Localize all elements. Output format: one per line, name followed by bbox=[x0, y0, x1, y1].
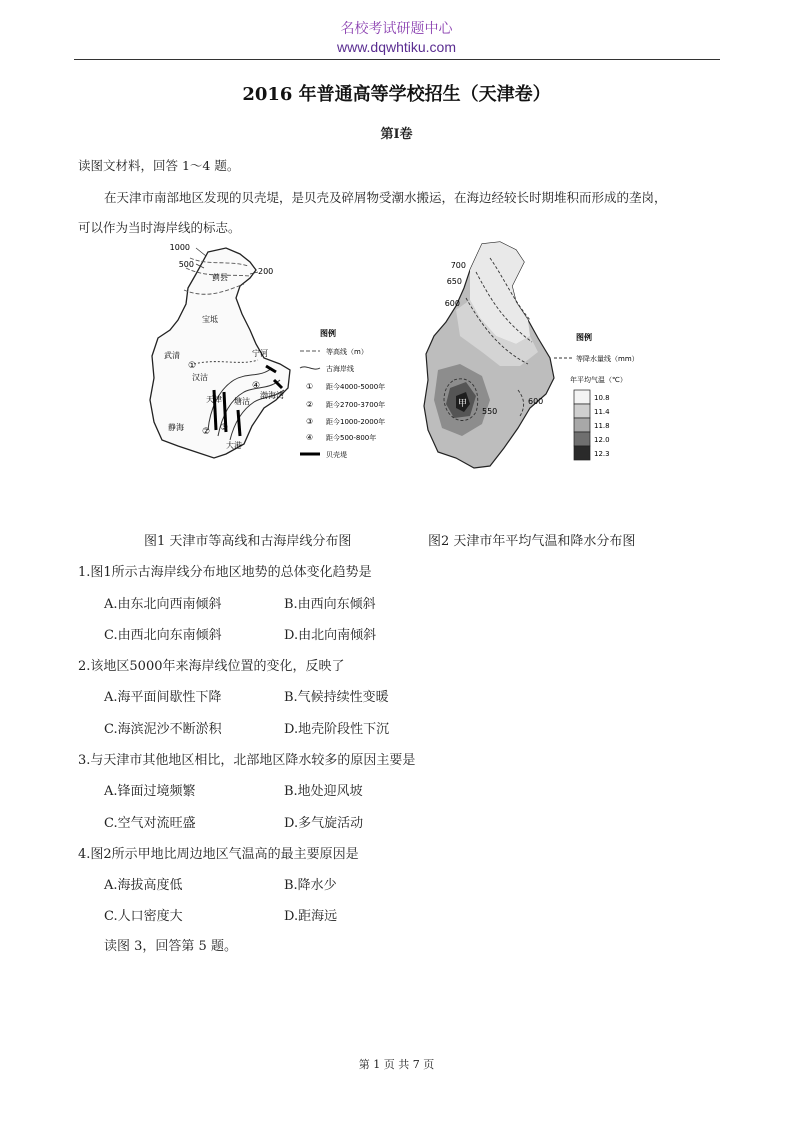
svg-text:贝壳堤: 贝壳堤 bbox=[326, 451, 347, 459]
isohyet-label-600: 600 bbox=[444, 299, 460, 308]
temp-swatch-label: 10.8 bbox=[594, 394, 610, 402]
place-baodi: 宝坻 bbox=[202, 315, 218, 324]
figure2-caption: 图2 天津市年平均气温和降水分布图 bbox=[428, 534, 636, 549]
svg-text:距今500-800年: 距今500-800年 bbox=[326, 434, 377, 442]
next-intro-text: 读图 3，回答第 5 题。 bbox=[104, 939, 237, 954]
place-hangu: 汉沽 bbox=[192, 373, 208, 382]
question-4-stem: 4.图2所示甲地比周边地区气温高的最主要原因是 bbox=[78, 847, 359, 862]
fig2-legend-title: 图例 bbox=[576, 333, 592, 342]
svg-text:距今2700-3700年: 距今2700-3700年 bbox=[326, 401, 386, 409]
q4-option-b[interactable]: B.降水少 bbox=[284, 878, 337, 893]
svg-text:古海岸线: 古海岸线 bbox=[326, 365, 354, 373]
q1-option-c[interactable]: C.由西北向东南倾斜 bbox=[104, 628, 222, 643]
temp-swatch bbox=[574, 432, 590, 446]
q4-option-a[interactable]: A.海拔高度低 bbox=[104, 878, 183, 893]
q1-option-a[interactable]: A.由东北向西南倾斜 bbox=[104, 597, 222, 612]
contour-label-1000: 1000 bbox=[169, 243, 190, 252]
svg-text:②: ② bbox=[306, 400, 314, 409]
fig1-legend-title: 图例 bbox=[320, 329, 336, 338]
question-1-stem: 1.图1所示古海岸线分布地区地势的总体变化趋势是 bbox=[78, 565, 372, 580]
temp-swatch bbox=[574, 390, 590, 404]
q1-option-b[interactable]: B.由西向东倾斜 bbox=[284, 597, 376, 612]
temp-legend bbox=[574, 390, 610, 460]
coast-label: 渤海湾 bbox=[260, 391, 284, 400]
svg-text:距今4000-5000年: 距今4000-5000年 bbox=[326, 383, 386, 391]
place-tianjin: 天津 bbox=[206, 395, 222, 404]
fig2-isohyet-legend: 等降水量线（mm） bbox=[576, 355, 639, 363]
q1-option-d[interactable]: D.由北向南倾斜 bbox=[284, 628, 377, 643]
contour-label-200: 200 bbox=[258, 267, 274, 276]
isohyet-label-550: 550 bbox=[482, 407, 498, 416]
place-wuqing: 武清 bbox=[164, 351, 180, 360]
svg-text:距今1000-2000年: 距今1000-2000年 bbox=[326, 418, 386, 426]
q2-option-a[interactable]: A.海平面间歇性下降 bbox=[104, 690, 222, 705]
site-name: 名校考试研题中心 bbox=[340, 21, 453, 37]
svg-text:④: ④ bbox=[306, 433, 314, 442]
fig1-legend bbox=[300, 347, 385, 459]
svg-text:等高线（m）: 等高线（m） bbox=[326, 348, 368, 356]
q4-option-c[interactable]: C.人口密度大 bbox=[104, 909, 183, 924]
question-2-stem: 2.该地区5000年来海岸线位置的变化，反映了 bbox=[78, 659, 345, 674]
intro-text: 读图文材料，回答 1～4 题。 bbox=[78, 158, 240, 173]
question-3-stem: 3.与天津市其他地区相比，北部地区降水较多的原因主要是 bbox=[78, 753, 416, 768]
svg-text:③: ③ bbox=[306, 417, 314, 426]
q3-option-c[interactable]: C.空气对流旺盛 bbox=[104, 816, 196, 831]
isohyet-label-700: 700 bbox=[450, 261, 466, 270]
place-jinghai: 静海 bbox=[168, 423, 184, 432]
header-divider bbox=[74, 59, 720, 60]
marker-4: ④ bbox=[252, 381, 261, 391]
page-footer: 第 1 页 共 7 页 bbox=[358, 1058, 435, 1071]
place-jixian: 蓟县 bbox=[212, 273, 228, 282]
marker-jia: 甲 bbox=[458, 399, 468, 409]
marker-3: ③ bbox=[220, 423, 229, 433]
q4-option-d[interactable]: D.距海远 bbox=[284, 909, 338, 924]
temp-swatch-label: 11.4 bbox=[594, 408, 610, 416]
passage-line-1: 在天津市南部地区发现的贝壳堤，是贝壳及碎屑物受潮水搬运，在海边经较长时期堆积而形成的垄岗， bbox=[104, 190, 667, 205]
section-heading: 第Ⅰ卷 bbox=[380, 127, 413, 142]
temp-swatch-label: 12.3 bbox=[594, 450, 610, 458]
place-ninghe: 宁河 bbox=[252, 349, 268, 358]
temp-swatch bbox=[574, 446, 590, 460]
site-header bbox=[0, 20, 793, 56]
figure1-map bbox=[148, 240, 413, 470]
isohyet-label-650: 650 bbox=[446, 277, 462, 286]
fig2-temp-legend: 年平均气温（℃） bbox=[570, 376, 627, 384]
contour-label-500: 500 bbox=[178, 260, 194, 269]
marker-2: ② bbox=[202, 427, 211, 437]
site-url[interactable]: www.dqwhtiku.com bbox=[336, 39, 457, 55]
temp-swatch bbox=[574, 404, 590, 418]
temp-swatch-label: 12.0 bbox=[594, 436, 610, 444]
q2-option-c[interactable]: C.海滨泥沙不断淤积 bbox=[104, 722, 222, 737]
svg-text:①: ① bbox=[306, 382, 314, 391]
temp-swatch bbox=[574, 418, 590, 432]
q3-option-b[interactable]: B.地处迎风坡 bbox=[284, 784, 363, 799]
place-tanggu: 塘沽 bbox=[234, 397, 250, 406]
q2-option-d[interactable]: D.地壳阶段性下沉 bbox=[284, 722, 390, 737]
exam-title: 2016 年普通高等学校招生（天津卷） bbox=[242, 84, 551, 105]
figure1-caption: 图1 天津市等高线和古海岸线分布图 bbox=[144, 534, 352, 549]
figure2-map bbox=[420, 240, 660, 470]
place-dagang: 大港 bbox=[226, 441, 242, 450]
isohyet-label-600-east: 600 bbox=[528, 397, 544, 406]
q3-option-d[interactable]: D.多气旋活动 bbox=[284, 816, 364, 831]
q2-option-b[interactable]: B.气候持续性变暖 bbox=[284, 690, 389, 705]
passage-line-2: 可以作为当时海岸线的标志。 bbox=[78, 220, 241, 235]
temp-swatch-label: 11.8 bbox=[594, 422, 610, 430]
q3-option-a[interactable]: A.锋面过境频繁 bbox=[104, 784, 196, 799]
marker-1: ① bbox=[188, 361, 197, 371]
